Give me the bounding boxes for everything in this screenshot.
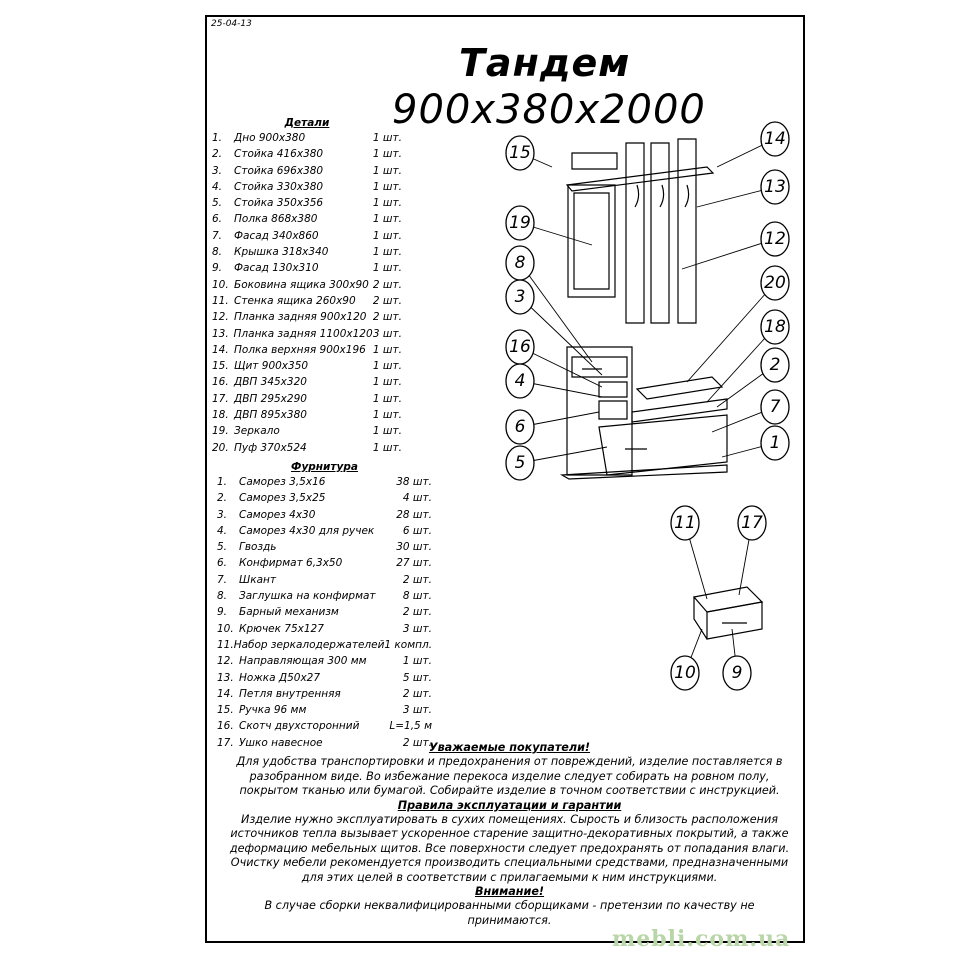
hooks: [635, 185, 689, 207]
callout-number: 8: [514, 253, 526, 273]
callout-15: [506, 136, 534, 170]
callout-9: [723, 656, 751, 690]
callout-number: 20: [764, 273, 786, 293]
back-plank-2: [651, 143, 669, 323]
parts-item-num: 12.: [212, 311, 229, 324]
parts-item-num: 19.: [212, 425, 229, 438]
parts-item-qty: 1 шт.: [372, 262, 402, 275]
parts-item-name: Крышка 318x340: [234, 246, 329, 259]
parts-item-name: Фасад 130x310: [234, 262, 319, 275]
parts-item-name: Дно 900x380: [234, 132, 306, 144]
callout-10: [671, 656, 699, 690]
parts-item-qty: 1 шт.: [372, 425, 402, 438]
parts-item-name: Стенка ящика 260x90: [234, 294, 356, 307]
parts-item-num: 15.: [212, 360, 229, 373]
parts-item-num: 17.: [212, 392, 229, 405]
parts-item-qty: 1 шт.: [372, 376, 402, 389]
parts-item-num: 11.: [212, 294, 229, 307]
callout-6: [506, 410, 534, 444]
fittings-item-qty: 28 шт.: [396, 508, 432, 521]
parts-item-name: ДВП 345x320: [234, 376, 307, 389]
callout-number: 4: [514, 371, 526, 391]
parts-item-name: Щит 900x350: [234, 360, 309, 373]
fittings-item-name: Петля внутренняя: [239, 687, 341, 700]
fittings-item-name: Ушко навесное: [239, 736, 323, 749]
rules-text: Изделие нужно эксплуатировать в сухих помещениях. Сырость и близость расположения источников тепла вызывает ускоренное старение защитно-декоративных покрытий, а также деформацию мебельных щитов. Все поверхности следует предохранять от попадания влаги. Очистку мебели рекомендуется производить специальными средствами, предназначенными для этих целей в соответствии с прилагаемыми к ним инструкциями.: [229, 813, 790, 884]
parts-item-num: 20.: [212, 441, 229, 454]
fittings-item-qty: 1 компл.: [384, 638, 433, 651]
parts-item-num: 8.: [212, 246, 223, 259]
callout-17: [738, 506, 766, 540]
drawer-box-front: [707, 602, 762, 639]
callout-3: [506, 280, 534, 314]
fittings-item-num: 10.: [217, 622, 234, 635]
callout-19: [506, 206, 534, 240]
parts-item-qty: 3 шт.: [372, 327, 402, 340]
upper-niche: [599, 382, 627, 397]
instruction-sheet: [205, 15, 805, 943]
parts-item-qty: 1 шт.: [372, 229, 402, 242]
furniture-drawing: [562, 139, 762, 639]
parts-item-num: 2.: [212, 148, 223, 161]
fittings-item-name: Шкант: [239, 573, 276, 586]
fittings-item-qty: 2 шт.: [402, 573, 432, 586]
callout-20: [761, 266, 789, 300]
callout-number: 9: [731, 663, 743, 683]
fittings-item-num: 12.: [217, 655, 234, 668]
callout-18: [761, 310, 789, 344]
callout-number: 2: [769, 355, 781, 375]
parts-item-qty: 1 шт.: [372, 148, 402, 161]
product-title: Тандем: [459, 41, 631, 85]
fittings-item-qty: 3 шт.: [402, 704, 432, 717]
callout-number: 5: [514, 453, 526, 473]
fittings-item-name: Саморез 3,5x16: [239, 476, 326, 488]
parts-item-name: Стойка 696x380: [234, 164, 324, 177]
parts-item-qty: 2 шт.: [372, 278, 402, 291]
parts-item-name: Фасад 340x860: [234, 229, 319, 242]
top-shelf: [567, 167, 713, 191]
warning-text: В случае сборки неквалифицированными сборщиками - претензии по качеству не принимаются.: [264, 899, 755, 927]
fittings-item-qty: 30 шт.: [396, 541, 432, 554]
callout-4: [506, 364, 534, 398]
callout-number: 17: [741, 513, 763, 533]
callout-number: 1: [769, 433, 781, 453]
callout-number: 10: [674, 663, 696, 683]
fittings-item-qty: 38 шт.: [396, 476, 432, 488]
parts-item-name: Боковина ящика 300x90: [234, 278, 369, 291]
parts-item-num: 4.: [212, 180, 223, 193]
callout-number: 3: [514, 287, 526, 307]
bottom-panel: [562, 465, 727, 479]
fittings-item-name: Скотч двухсторонний: [239, 720, 360, 733]
fittings-item-qty: L=1,5 м: [389, 720, 432, 733]
parts-item-name: Стойка 330x380: [234, 180, 324, 193]
parts-item-qty: 1 шт.: [372, 213, 402, 226]
fittings-item-num: 3.: [217, 508, 228, 521]
callout-1: [761, 426, 789, 460]
mirror-frame: [568, 185, 615, 297]
fittings-item-num: 15.: [217, 704, 234, 717]
lower-niche: [599, 401, 627, 419]
fittings-item-qty: 2 шт.: [402, 606, 432, 619]
fittings-item-qty: 4 шт.: [402, 492, 432, 505]
parts-item-name: Стойка 350x356: [234, 197, 324, 210]
callout-2: [761, 348, 789, 382]
callout-11: [671, 506, 699, 540]
fittings-item-name: Ручка 96 мм: [239, 704, 307, 717]
fittings-item-name: Барный механизм: [239, 606, 339, 619]
rules-header: Правила эксплуатации и гарантии: [397, 798, 622, 812]
parts-item-qty: 1 шт.: [372, 180, 402, 193]
fittings-item-qty: 1 шт.: [402, 655, 432, 668]
product-dimensions: 900x380x2000: [392, 87, 706, 133]
parts-item-num: 13.: [212, 327, 229, 340]
customers-text: Для удобства транспортировки и предохранения от повреждений, изделие поставляется в разобранном виде. Во избежание перекоса изделие следует собирать на ровном полу, покрытом тканью или бумагой. Собирайте изделие в точном соответствии с инструкцией.: [236, 755, 783, 798]
fittings-item-num: 2.: [217, 492, 228, 505]
fittings-item-qty: 6 шт.: [402, 524, 432, 537]
leader-line: [520, 297, 602, 375]
callout-number: 19: [509, 213, 531, 233]
callout-number: 15: [509, 143, 531, 163]
fittings-item-num: 5.: [217, 541, 228, 554]
parts-header: Детали: [284, 117, 330, 129]
callout-number: 11: [674, 513, 696, 533]
parts-item-num: 9.: [212, 262, 223, 275]
fittings-item-name: Саморез 4x30 для ручек: [239, 524, 375, 537]
callout-12: [761, 222, 789, 256]
parts-item-num: 18.: [212, 409, 229, 422]
callouts-main: [506, 122, 789, 480]
fittings-item-num: 9.: [217, 606, 228, 619]
fittings-item-qty: 8 шт.: [402, 590, 432, 603]
callout-7: [761, 390, 789, 424]
fittings-item-name: Направляющая 300 мм: [239, 655, 367, 668]
parts-item-qty: 1 шт.: [372, 197, 402, 210]
watermark: mebli.com.ua: [612, 926, 791, 952]
parts-item-qty: 1 шт.: [372, 360, 402, 373]
callout-number: 12: [764, 229, 786, 249]
parts-item-qty: 1 шт.: [372, 164, 402, 177]
parts-item-num: 5.: [212, 197, 223, 210]
parts-item-qty: 1 шт.: [372, 392, 402, 405]
parts-item-name: Планка задняя 1100x120: [233, 327, 373, 340]
fittings-item-qty: 27 шт.: [396, 557, 432, 570]
fittings-item-num: 4.: [217, 524, 228, 537]
fittings-item-name: Набор зеркалодержателей: [233, 638, 385, 651]
callout-number: 6: [514, 417, 526, 437]
shield-panel: [572, 153, 617, 169]
fittings-item-name: Ножка Д50x27: [239, 671, 321, 684]
parts-item-name: ДВП 295x290: [234, 392, 307, 405]
fittings-header: Фурнитура: [291, 461, 358, 473]
fittings-item-name: Саморез 3,5x25: [239, 492, 326, 505]
fittings-item-qty: 5 шт.: [402, 671, 432, 684]
fittings-item-name: Гвоздь: [239, 541, 277, 554]
callout-number: 16: [509, 337, 531, 357]
leader-lines: [520, 139, 775, 673]
parts-item-qty: 1 шт.: [372, 441, 402, 454]
fittings-item-num: 17.: [217, 736, 234, 749]
callout-13: [761, 170, 789, 204]
drawer-front: [572, 357, 627, 377]
callout-5: [506, 446, 534, 480]
fittings-item-qty: 3 шт.: [402, 622, 432, 635]
parts-item-name: Стойка 416x380: [234, 148, 324, 161]
fittings-item-name: Конфирмат 6,3x50: [239, 557, 343, 570]
parts-item-name: Полка 868x380: [234, 213, 318, 226]
fittings-item-qty: 2 шт.: [402, 687, 432, 700]
parts-item-name: ДВП 895x380: [234, 409, 307, 422]
fittings-item-num: 13.: [217, 671, 234, 684]
callouts-drawer: [671, 506, 766, 690]
fittings-item-num: 14.: [217, 687, 234, 700]
parts-item-num: 3.: [212, 164, 223, 177]
parts-item-qty: 2 шт.: [372, 311, 402, 324]
fittings-item-num: 8.: [217, 590, 228, 603]
parts-item-qty: 1 шт.: [372, 246, 402, 259]
callout-number: 14: [764, 129, 786, 149]
fittings-item-num: 16.: [217, 720, 234, 733]
parts-item-name: Полка верхняя 900x196: [234, 343, 366, 356]
parts-item-qty: 1 шт.: [372, 409, 402, 422]
middle-shelf: [632, 399, 727, 422]
customers-header: Уважаемые покупатели!: [428, 741, 591, 754]
parts-item-name: Планка задняя 900x120: [234, 311, 367, 324]
parts-item-qty: 2 шт.: [372, 294, 402, 307]
callout-number: 7: [769, 397, 781, 417]
parts-item-num: 10.: [212, 278, 229, 291]
callout-14: [761, 122, 789, 156]
warning-header: Внимание!: [474, 885, 545, 899]
parts-item-num: 6.: [212, 213, 223, 226]
callout-number: 13: [764, 177, 786, 197]
parts-item-num: 7.: [212, 229, 223, 242]
back-plank-3: [678, 139, 696, 323]
parts-item-num: 16.: [212, 376, 229, 389]
fittings-item-name: Заглушка на конфирмат: [239, 590, 376, 603]
fittings-item-num: 11.: [217, 638, 234, 651]
assembly-drawing: [207, 17, 807, 945]
back-plank-1: [626, 143, 644, 323]
callout-16: [506, 330, 534, 364]
sheet-code: 25-04-13: [211, 19, 252, 29]
parts-item-num: 14.: [212, 343, 229, 356]
parts-item-qty: 1 шт.: [372, 132, 402, 144]
fittings-item-num: 1.: [217, 476, 228, 488]
fittings-item-num: 6.: [217, 557, 228, 570]
parts-item-qty: 1 шт.: [372, 343, 402, 356]
fittings-item-name: Крючек 75x127: [239, 622, 324, 635]
callout-number: 18: [764, 317, 786, 337]
pouf: [637, 377, 722, 399]
parts-item-num: 1.: [212, 132, 223, 144]
fittings-item-qty: 2 шт.: [402, 736, 432, 749]
parts-item-name: Зеркало: [234, 425, 280, 438]
fittings-item-name: Саморез 4x30: [239, 508, 316, 521]
callout-8: [506, 246, 534, 280]
fittings-item-num: 7.: [217, 573, 228, 586]
parts-item-name: Пуф 370x524: [234, 441, 307, 454]
